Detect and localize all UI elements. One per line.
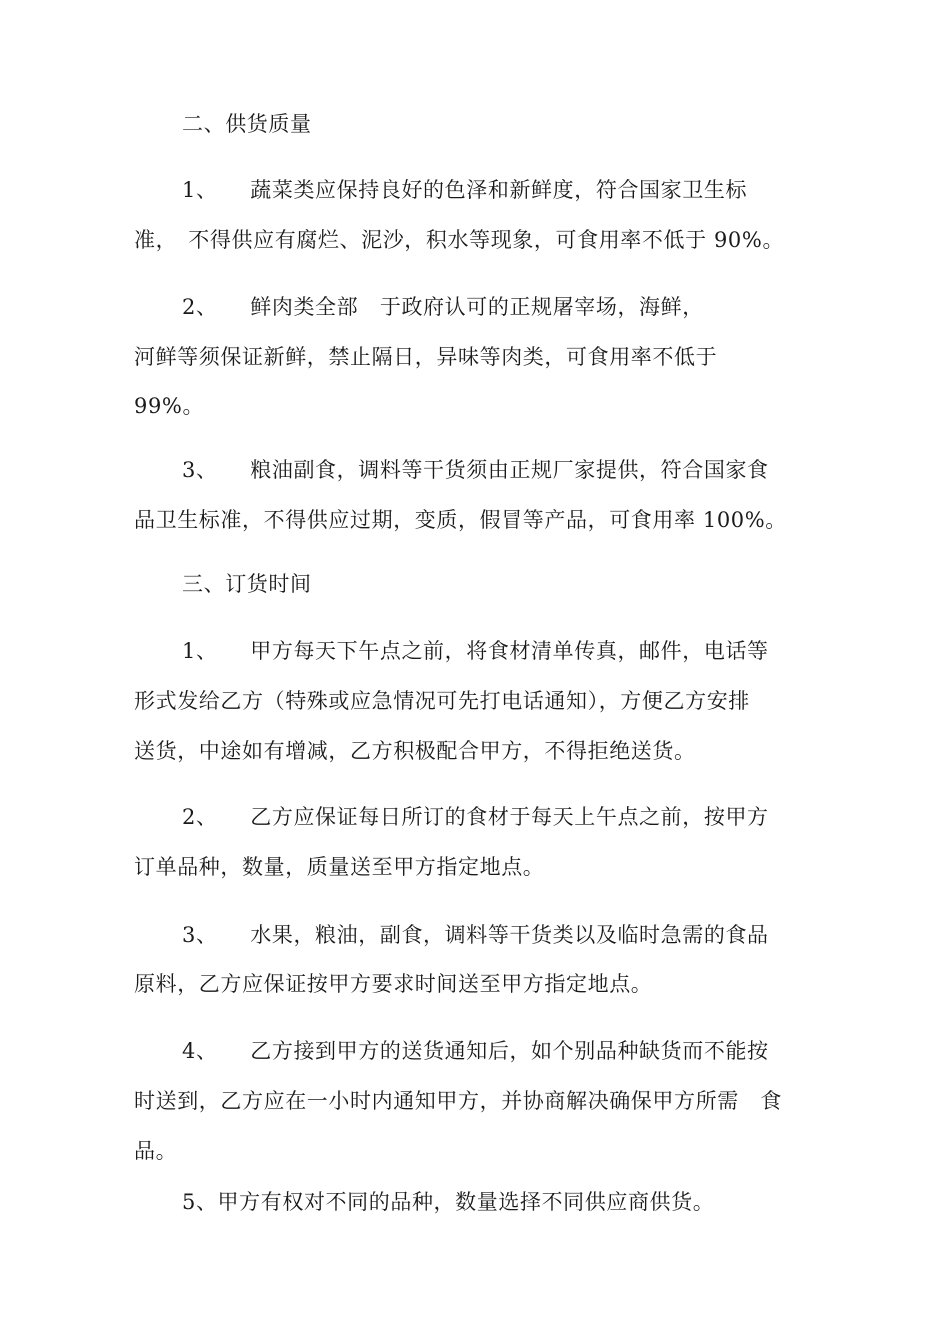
paragraph-line: 形式发给乙方（特殊或应急情况可先打电话通知），方便乙方安排 bbox=[134, 689, 750, 713]
paragraph-line: 99%。 bbox=[134, 394, 205, 418]
paragraph-line: 2、 乙方应保证每日所订的食材于每天上午点之前，按甲方 bbox=[182, 805, 769, 829]
paragraph-line: 原料，乙方应保证按甲方要求时间送至甲方指定地点。 bbox=[134, 972, 653, 996]
paragraph-line: 2、 鲜肉类全部 于政府认可的正规屠宰场，海鲜， bbox=[182, 295, 704, 319]
paragraph-line: 品卫生标准，不得供应过期，变质，假冒等产品，可食用率 100%。 bbox=[134, 508, 787, 532]
paragraph-line: 订单品种，数量，质量送至甲方指定地点。 bbox=[134, 855, 545, 879]
paragraph-line: 1、 甲方每天下午点之前，将食材清单传真，邮件，电话等 bbox=[182, 639, 769, 663]
section-heading-order-time: 三、订货时间 bbox=[182, 572, 312, 596]
paragraph-line: 5、甲方有权对不同的品种，数量选择不同供应商供货。 bbox=[182, 1190, 715, 1214]
paragraph-line: 准， 不得供应有腐烂、泥沙，积水等现象，可食用率不低于 90%。 bbox=[134, 228, 785, 252]
paragraph-line: 1、 蔬菜类应保持良好的色泽和新鲜度，符合国家卫生标 bbox=[182, 178, 748, 202]
paragraph-line: 3、 水果，粮油，副食，调料等干货类以及临时急需的食品 bbox=[182, 923, 769, 947]
paragraph-line: 3、 粮油副食，调料等干货须由正规厂家提供，符合国家食 bbox=[182, 458, 769, 482]
section-heading-supply-quality: 二、供货质量 bbox=[182, 112, 312, 136]
paragraph-line: 时送到，乙方应在一小时内通知甲方，并协商解决确保甲方所需 食 bbox=[134, 1089, 782, 1113]
paragraph-line: 品。 bbox=[134, 1139, 178, 1163]
paragraph-line: 送货，中途如有增减，乙方积极配合甲方，不得拒绝送货。 bbox=[134, 739, 696, 763]
paragraph-line: 4、 乙方接到甲方的送货通知后，如个别品种缺货而不能按 bbox=[182, 1039, 769, 1063]
paragraph-line: 河鲜等须保证新鲜，禁止隔日，异味等肉类，可食用率不低于 bbox=[134, 345, 718, 369]
